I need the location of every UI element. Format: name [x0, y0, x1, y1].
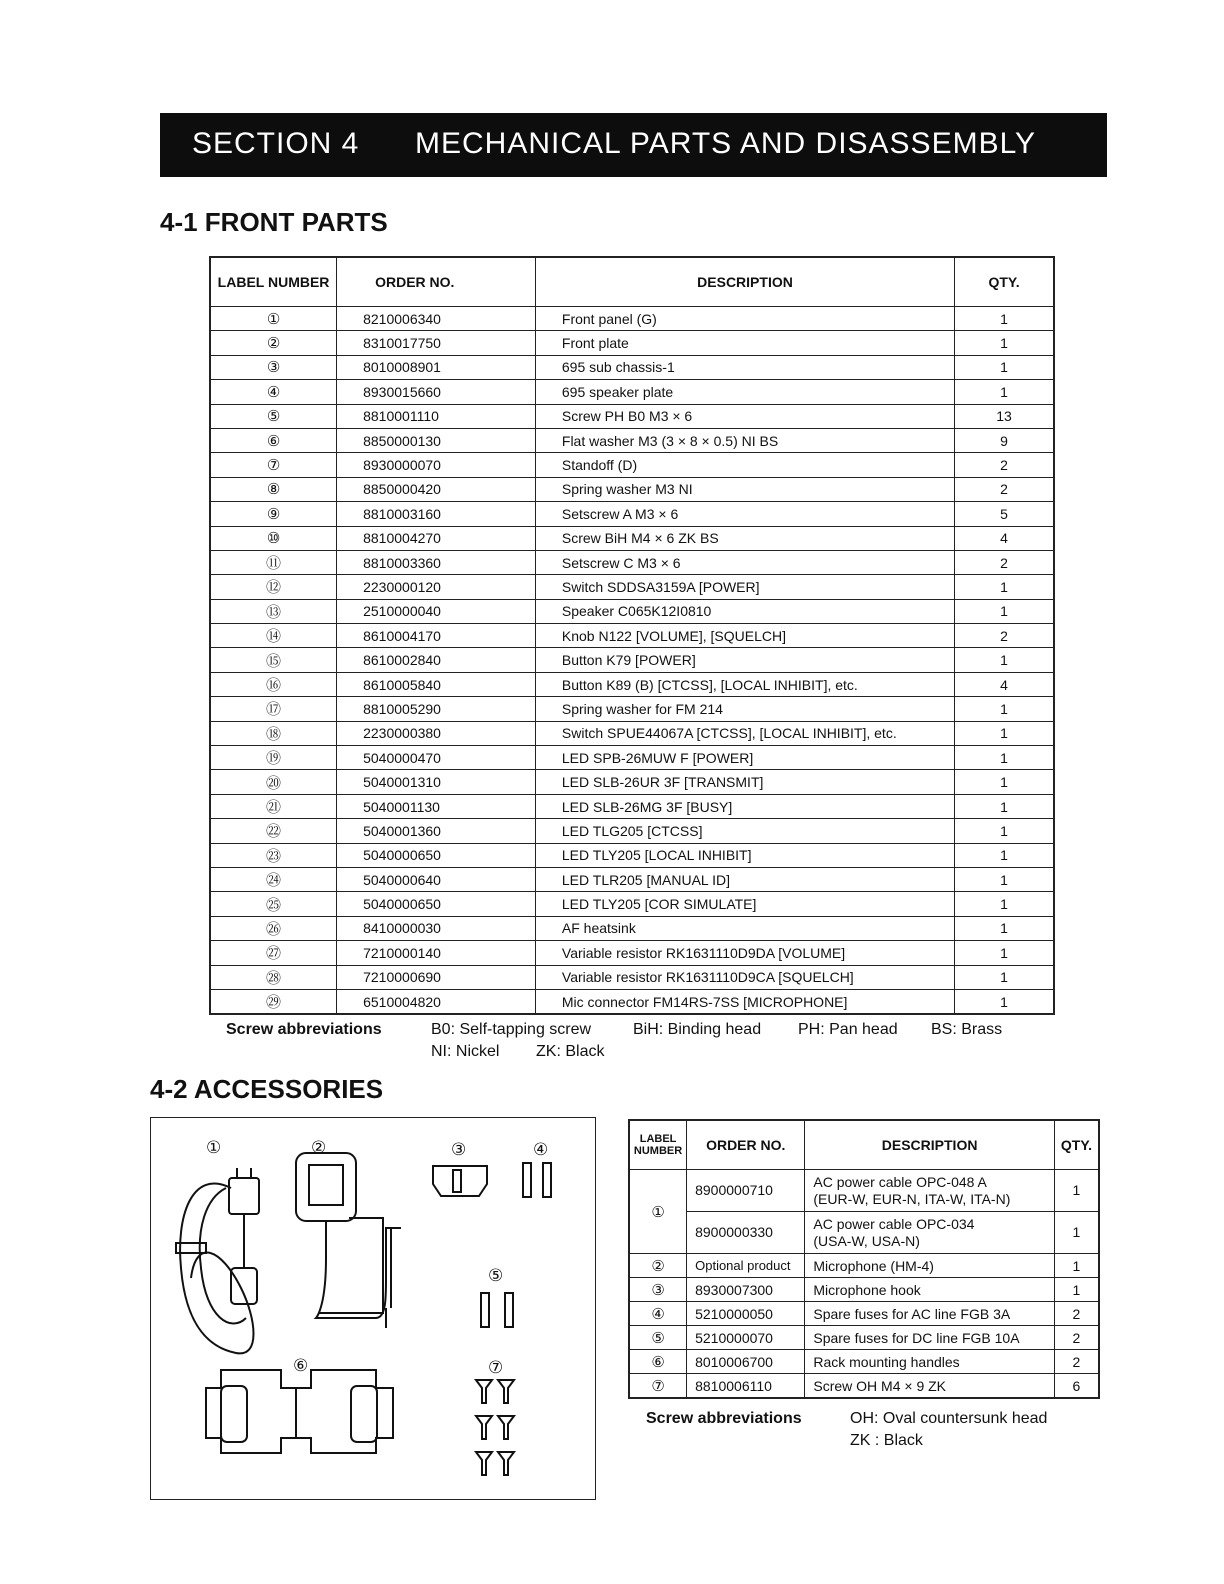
table-row	[629, 1212, 1099, 1254]
label-number: ㉗	[210, 941, 337, 965]
quantity: 1	[1054, 1212, 1099, 1254]
description-line: AC power cable OPC-034	[813, 1215, 975, 1232]
description: Spare fuses for AC line FGB 3A	[805, 1302, 1055, 1326]
accessories-illustration	[151, 1118, 595, 1499]
table-row	[210, 697, 1054, 721]
quantity: 1	[955, 721, 1054, 745]
header-description: DESCRIPTION	[535, 257, 954, 307]
accessories-figure	[150, 1117, 596, 1500]
description: Screw BiH M4 × 6 ZK BS	[535, 526, 954, 550]
order-number: 8930015660	[337, 380, 536, 404]
description: Speaker C065K12I0810	[535, 599, 954, 623]
quantity: 1	[955, 599, 1054, 623]
description: Spring washer for FM 214	[535, 697, 954, 721]
section-number: SECTION 4	[192, 127, 360, 160]
label-number: ⑱	[210, 721, 337, 745]
table-row	[210, 453, 1054, 477]
table-row	[210, 550, 1054, 574]
order-number: 8900000330	[687, 1212, 805, 1254]
order-number: 8810006110	[687, 1374, 805, 1399]
table-row	[210, 575, 1054, 599]
abbr-b0: B0: Self-tapping screw	[431, 1021, 592, 1038]
order-number: 8410000030	[337, 916, 536, 940]
figure-label-4: ④	[533, 1140, 549, 1159]
table-row	[210, 672, 1054, 696]
abbr-zk: ZK: Black	[536, 1043, 605, 1060]
abbr-zk: ZK : Black	[850, 1432, 923, 1449]
label-number: ③	[210, 355, 337, 379]
abbr-ph: PH: Pan head	[798, 1021, 898, 1038]
label-number: ⑧	[210, 477, 337, 501]
accessories-screw-abbreviations	[646, 1410, 802, 1428]
header-description: DESCRIPTION	[805, 1120, 1055, 1170]
table-row	[210, 404, 1054, 428]
description: Rack mounting handles	[805, 1350, 1055, 1374]
table-row	[210, 843, 1054, 867]
table-row	[210, 721, 1054, 745]
order-number: 8310017750	[337, 331, 536, 355]
label-number: ⑬	[210, 599, 337, 623]
table-header-row	[629, 1120, 1099, 1170]
label-number: ⑥	[629, 1350, 687, 1374]
table-row	[629, 1326, 1099, 1350]
table-row	[629, 1374, 1099, 1399]
order-number: 2230000380	[337, 721, 536, 745]
front-parts-body	[210, 307, 1054, 1015]
quantity: 1	[955, 916, 1054, 940]
table-row	[210, 770, 1054, 794]
label-number: ②	[210, 331, 337, 355]
order-number: 8900000710	[687, 1170, 805, 1212]
table-row	[210, 989, 1054, 1014]
header-order-no: ORDER NO.	[337, 257, 536, 307]
order-number: 5040000650	[337, 843, 536, 867]
accessories-body	[629, 1170, 1099, 1399]
label-number: ⑦	[629, 1374, 687, 1399]
order-number: 5040001310	[337, 770, 536, 794]
order-number: 8610004170	[337, 624, 536, 648]
order-number: 8930007300	[687, 1278, 805, 1302]
abbr-oh: OH: Oval countersunk head	[850, 1410, 1048, 1427]
order-number: 5040001130	[337, 794, 536, 818]
table-header-row	[210, 257, 1054, 307]
order-number: 8810001110	[337, 404, 536, 428]
label-number: ㉑	[210, 794, 337, 818]
figure-label-2: ②	[311, 1138, 327, 1157]
front-parts-table	[209, 256, 1055, 1015]
description: LED SLB-26MG 3F [BUSY]	[535, 794, 954, 818]
label-number: ⑭	[210, 624, 337, 648]
fuse-ac-icon	[523, 1163, 551, 1197]
screw-icon	[476, 1380, 514, 1475]
table-row	[210, 380, 1054, 404]
order-number: Optional product	[687, 1254, 805, 1278]
front-screw-abbreviations	[226, 1021, 382, 1039]
order-number: 5040000650	[337, 892, 536, 916]
figure-label-6: ⑥	[293, 1356, 309, 1375]
description: 695 sub chassis-1	[535, 355, 954, 379]
description: Spare fuses for DC line FGB 10A	[805, 1326, 1055, 1350]
label-number: ㉒	[210, 819, 337, 843]
microphone-hook-icon	[433, 1166, 487, 1196]
fuse-dc-icon	[481, 1293, 513, 1327]
description: Front plate	[535, 331, 954, 355]
header-qty: QTY.	[955, 257, 1054, 307]
quantity: 1	[955, 307, 1054, 331]
table-row	[629, 1170, 1099, 1212]
table-row	[629, 1350, 1099, 1374]
table-row	[210, 746, 1054, 770]
abbr-title: Screw abbreviations	[226, 1021, 382, 1038]
quantity: 1	[955, 941, 1054, 965]
description: Flat washer M3 (3 × 8 × 0.5) NI BS	[535, 428, 954, 452]
label-number: ㉖	[210, 916, 337, 940]
description: LED SLB-26UR 3F [TRANSMIT]	[535, 770, 954, 794]
quantity: 2	[955, 453, 1054, 477]
description-line: AC power cable OPC-048 A	[813, 1173, 987, 1190]
label-number: ㉓	[210, 843, 337, 867]
order-number: 2510000040	[337, 599, 536, 623]
description: Setscrew A M3 × 6	[535, 502, 954, 526]
label-number: ⑰	[210, 697, 337, 721]
accessories-heading: 4-2 ACCESSORIES	[150, 1074, 384, 1104]
order-number: 6510004820	[337, 989, 536, 1014]
quantity: 1	[955, 989, 1054, 1014]
order-number: 7210000690	[337, 965, 536, 989]
figure-label-5: ⑤	[488, 1266, 504, 1285]
figure-label-1: ①	[206, 1138, 222, 1157]
description: Variable resistor RK1631110D9CA [SQUELCH]	[535, 965, 954, 989]
rack-handle-icon	[206, 1370, 393, 1453]
quantity: 6	[1054, 1374, 1099, 1399]
section-banner	[160, 113, 1107, 177]
description: LED TLG205 [CTCSS]	[535, 819, 954, 843]
ac-power-cable-icon	[176, 1168, 259, 1353]
table-row	[210, 428, 1054, 452]
microphone-icon	[296, 1153, 401, 1328]
order-number: 8810003360	[337, 550, 536, 574]
table-row	[210, 794, 1054, 818]
table-row	[210, 307, 1054, 331]
table-row	[210, 331, 1054, 355]
table-row	[210, 892, 1054, 916]
quantity: 1	[955, 794, 1054, 818]
label-number: ①	[629, 1170, 687, 1254]
label-number: ⑨	[210, 502, 337, 526]
front-parts-heading: 4-1 FRONT PARTS	[160, 207, 388, 237]
description: Switch SPUE44067A [CTCSS], [LOCAL INHIBIT], etc.	[535, 721, 954, 745]
description: Microphone (HM-4)	[805, 1254, 1055, 1278]
order-number: 8810005290	[337, 697, 536, 721]
label-number: ⑪	[210, 550, 337, 574]
label-number: ⑤	[629, 1326, 687, 1350]
description: Variable resistor RK1631110D9DA [VOLUME]	[535, 941, 954, 965]
table-row	[629, 1302, 1099, 1326]
order-number: 8610002840	[337, 648, 536, 672]
header-qty: QTY.	[1054, 1120, 1099, 1170]
table-row	[210, 916, 1054, 940]
quantity: 2	[1054, 1350, 1099, 1374]
table-row	[210, 477, 1054, 501]
order-number: 8010008901	[337, 355, 536, 379]
table-row	[210, 502, 1054, 526]
description: AF heatsink	[535, 916, 954, 940]
label-number: ㉙	[210, 989, 337, 1014]
quantity: 5	[955, 502, 1054, 526]
description	[805, 1212, 1055, 1254]
description	[805, 1170, 1055, 1212]
order-number: 2230000120	[337, 575, 536, 599]
quantity: 2	[955, 624, 1054, 648]
quantity: 2	[1054, 1326, 1099, 1350]
header-label-number: LABEL NUMBER	[629, 1120, 687, 1170]
order-number: 5040001360	[337, 819, 536, 843]
quantity: 1	[1054, 1278, 1099, 1302]
quantity: 1	[955, 697, 1054, 721]
table-row	[629, 1254, 1099, 1278]
label-number: ㉔	[210, 867, 337, 891]
table-row	[210, 624, 1054, 648]
order-number: 5040000470	[337, 746, 536, 770]
label-number: ⑲	[210, 746, 337, 770]
order-number: 8810003160	[337, 502, 536, 526]
description: Standoff (D)	[535, 453, 954, 477]
quantity: 4	[955, 526, 1054, 550]
description-line: (USA-W, USA-N)	[813, 1232, 920, 1249]
description: Microphone hook	[805, 1278, 1055, 1302]
abbr-bih: BiH: Binding head	[633, 1021, 762, 1038]
label-number: ④	[629, 1302, 687, 1326]
quantity: 1	[955, 331, 1054, 355]
label-number: ②	[629, 1254, 687, 1278]
header-label-number: LABEL NUMBER	[210, 257, 337, 307]
quantity: 1	[955, 819, 1054, 843]
header-order-no: ORDER NO.	[687, 1120, 805, 1170]
order-number: 8610005840	[337, 672, 536, 696]
quantity: 1	[955, 355, 1054, 379]
description: Mic connector FM14RS-7SS [MICROPHONE]	[535, 989, 954, 1014]
label-number: ⑯	[210, 672, 337, 696]
label-number: ⑳	[210, 770, 337, 794]
description: LED TLR205 [MANUAL ID]	[535, 867, 954, 891]
order-number: 8210006340	[337, 307, 536, 331]
description: Button K79 [POWER]	[535, 648, 954, 672]
quantity: 1	[955, 746, 1054, 770]
quantity: 1	[1054, 1254, 1099, 1278]
table-row	[210, 819, 1054, 843]
table-row	[210, 526, 1054, 550]
label-number: ⑦	[210, 453, 337, 477]
order-number: 7210000140	[337, 941, 536, 965]
order-number: 5040000640	[337, 867, 536, 891]
description-line: (EUR-W, EUR-N, ITA-W, ITA-N)	[813, 1190, 1011, 1207]
quantity: 2	[1054, 1302, 1099, 1326]
table-row	[210, 867, 1054, 891]
description: Screw PH B0 M3 × 6	[535, 404, 954, 428]
description: Front panel (G)	[535, 307, 954, 331]
order-number: 8810004270	[337, 526, 536, 550]
figure-label-7: ⑦	[488, 1358, 504, 1377]
quantity: 2	[955, 550, 1054, 574]
section-title: MECHANICAL PARTS AND DISASSEMBLY	[415, 127, 1037, 160]
description: Button K89 (B) [CTCSS], [LOCAL INHIBIT], etc.	[535, 672, 954, 696]
label-number: ⑩	[210, 526, 337, 550]
table-row	[210, 941, 1054, 965]
abbr-ni: NI: Nickel	[431, 1043, 500, 1060]
quantity: 13	[955, 404, 1054, 428]
abbr-bs: BS: Brass	[931, 1021, 1003, 1038]
description: LED TLY205 [COR SIMULATE]	[535, 892, 954, 916]
label-number: ㉘	[210, 965, 337, 989]
quantity: 1	[955, 965, 1054, 989]
description: 695 speaker plate	[535, 380, 954, 404]
table-row	[629, 1278, 1099, 1302]
quantity: 2	[955, 477, 1054, 501]
description: Knob N122 [VOLUME], [SQUELCH]	[535, 624, 954, 648]
quantity: 1	[955, 843, 1054, 867]
table-row	[210, 965, 1054, 989]
quantity: 4	[955, 672, 1054, 696]
label-number: ⑫	[210, 575, 337, 599]
label-number: ③	[629, 1278, 687, 1302]
accessories-table	[628, 1119, 1100, 1399]
quantity: 1	[955, 867, 1054, 891]
order-number: 8850000130	[337, 428, 536, 452]
description: Setscrew C M3 × 6	[535, 550, 954, 574]
quantity: 9	[955, 428, 1054, 452]
label-number: ①	[210, 307, 337, 331]
abbr-title: Screw abbreviations	[646, 1410, 802, 1427]
quantity: 1	[955, 892, 1054, 916]
order-number: 5210000070	[687, 1326, 805, 1350]
quantity: 1	[955, 575, 1054, 599]
description: LED SPB-26MUW F [POWER]	[535, 746, 954, 770]
label-number: ⑥	[210, 428, 337, 452]
label-number: ㉕	[210, 892, 337, 916]
figure-label-3: ③	[451, 1140, 467, 1159]
description: Spring washer M3 NI	[535, 477, 954, 501]
description: Switch SDDSA3159A [POWER]	[535, 575, 954, 599]
quantity: 1	[955, 648, 1054, 672]
order-number: 8010006700	[687, 1350, 805, 1374]
table-row	[210, 648, 1054, 672]
label-number: ⑤	[210, 404, 337, 428]
quantity: 1	[955, 770, 1054, 794]
table-row	[210, 355, 1054, 379]
description: Screw OH M4 × 9 ZK	[805, 1374, 1055, 1399]
label-number: ⑮	[210, 648, 337, 672]
order-number: 5210000050	[687, 1302, 805, 1326]
order-number: 8930000070	[337, 453, 536, 477]
label-number: ④	[210, 380, 337, 404]
order-number: 8850000420	[337, 477, 536, 501]
quantity: 1	[955, 380, 1054, 404]
table-row	[210, 599, 1054, 623]
quantity: 1	[1054, 1170, 1099, 1212]
description: LED TLY205 [LOCAL INHIBIT]	[535, 843, 954, 867]
